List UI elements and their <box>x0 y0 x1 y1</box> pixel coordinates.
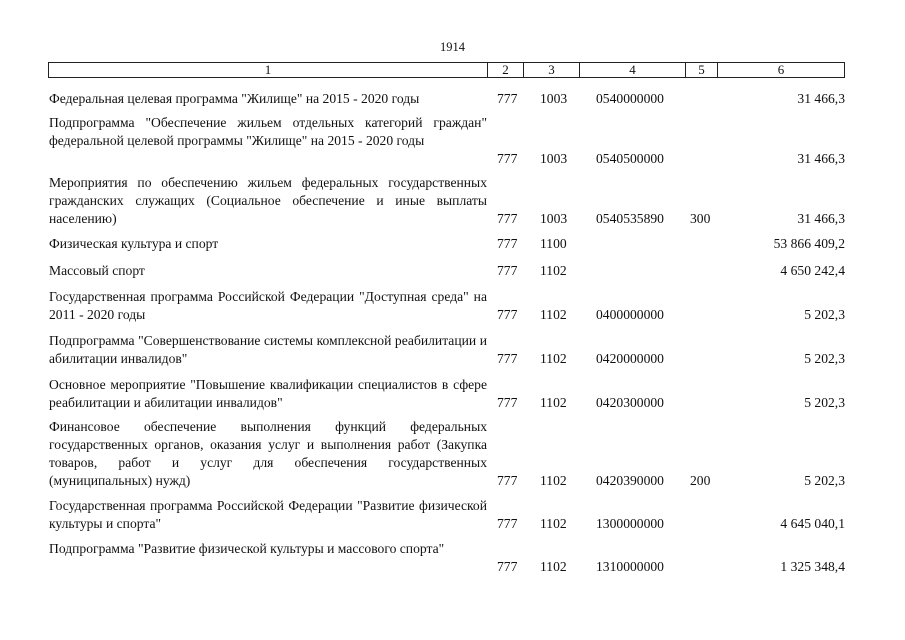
header-col-2: 2 <box>487 63 523 77</box>
row-code-col2: 777 <box>497 473 518 488</box>
row-code-col4: 0420000000 <box>596 351 664 366</box>
row-code-col4: 0420300000 <box>596 395 664 410</box>
header-col-3: 3 <box>523 63 579 77</box>
row-code-col3: 1100 <box>540 236 567 251</box>
row-description: Подпрограмма "Обеспечение жильем отдельных категорий граждан" федеральной целевой программы "Жилище" на 2015 - 2020 годы <box>49 115 487 148</box>
row-description: Основное мероприятие "Повышение квалификации специалистов в сфере реабилитации и абилитации инвалидов" <box>49 377 487 410</box>
table-row <box>0 376 905 412</box>
row-description: Государственная программа Российской Федерации "Развитие физической культуры и спорта" <box>49 498 487 531</box>
row-code-col3: 1003 <box>540 91 568 106</box>
row-code-col4: 1310000000 <box>596 559 664 574</box>
row-code-col4: 0420390000 <box>596 473 664 488</box>
row-code-col2: 777 <box>497 263 518 278</box>
row-code-col5: 200 <box>690 473 711 488</box>
row-amount: 4 650 242,4 <box>780 263 845 278</box>
row-amount: 53 866 409,2 <box>773 236 845 251</box>
row-code-col2: 777 <box>497 516 518 531</box>
row-description: Федеральная целевая программа "Жилище" на 2015 - 2020 годы <box>49 91 420 106</box>
row-code-col3: 1003 <box>540 151 568 166</box>
table-row <box>0 288 905 324</box>
row-code-col2: 777 <box>497 211 518 226</box>
row-code-col4: 1300000000 <box>596 516 664 531</box>
row-code-col3: 1102 <box>540 307 567 322</box>
row-amount: 31 466,3 <box>797 151 845 166</box>
row-code-col3: 1102 <box>540 473 567 488</box>
row-code-col5: 300 <box>690 211 711 226</box>
header-col-4: 4 <box>579 63 685 77</box>
row-code-col3: 1102 <box>540 351 567 366</box>
table-row <box>0 90 905 108</box>
row-description: Финансовое обеспечение выполнения функций федеральных государственных органов, оказания услуг и выполнения работ (Закупка товаров, работ и услуг для обеспечения государственных (муниципальных) нужд) <box>49 419 487 488</box>
row-amount: 5 202,3 <box>804 307 845 322</box>
row-description: Мероприятия по обеспечению жильем федеральных государственных гражданских служащих (Социальное обеспечение и иные выплаты населению) <box>49 175 487 226</box>
row-amount: 31 466,3 <box>797 211 845 226</box>
row-code-col2: 777 <box>497 559 518 574</box>
row-code-col3: 1003 <box>540 211 568 226</box>
row-amount: 4 645 040,1 <box>780 516 845 531</box>
row-code-col2: 777 <box>497 91 518 106</box>
row-code-col3: 1102 <box>540 395 567 410</box>
table-row <box>0 174 905 228</box>
row-code-col4: 0540535890 <box>596 211 664 226</box>
row-code-col2: 777 <box>497 307 518 322</box>
page-number: 1914 <box>440 40 465 54</box>
row-amount: 5 202,3 <box>804 395 845 410</box>
table-row <box>0 418 905 490</box>
row-code-col4: 0540000000 <box>596 91 664 106</box>
table-row <box>0 497 905 533</box>
header-col-1: 1 <box>264 62 272 77</box>
row-code-col2: 777 <box>497 236 518 251</box>
row-code-col4: 0400000000 <box>596 307 664 322</box>
row-description: Физическая культура и спорт <box>49 236 219 251</box>
row-description: Подпрограмма "Развитие физической культуры и массового спорта" <box>49 541 445 556</box>
row-code-col2: 777 <box>497 351 518 366</box>
table-header <box>48 62 845 78</box>
table-row <box>0 540 905 576</box>
table-row <box>0 332 905 368</box>
table-row <box>0 235 905 253</box>
row-code-col3: 1102 <box>540 559 567 574</box>
row-code-col3: 1102 <box>540 263 567 278</box>
row-code-col3: 1102 <box>540 516 567 531</box>
row-amount: 1 325 348,4 <box>780 559 845 574</box>
row-code-col4: 0540500000 <box>596 151 664 166</box>
row-description: Подпрограмма "Совершенствование системы комплексной реабилитации и абилитации инвалидов" <box>49 333 487 366</box>
row-amount: 31 466,3 <box>797 91 845 106</box>
header-col-6: 6 <box>717 63 844 77</box>
row-amount: 5 202,3 <box>804 473 845 488</box>
row-description: Массовый спорт <box>49 263 145 278</box>
row-amount: 5 202,3 <box>804 351 845 366</box>
table-row <box>0 114 905 168</box>
row-description: Государственная программа Российской Федерации "Доступная среда" на 2011 - 2020 годы <box>49 289 487 322</box>
row-code-col2: 777 <box>497 395 518 410</box>
table-row <box>0 262 905 280</box>
header-col-5: 5 <box>685 63 717 77</box>
row-code-col2: 777 <box>497 151 518 166</box>
